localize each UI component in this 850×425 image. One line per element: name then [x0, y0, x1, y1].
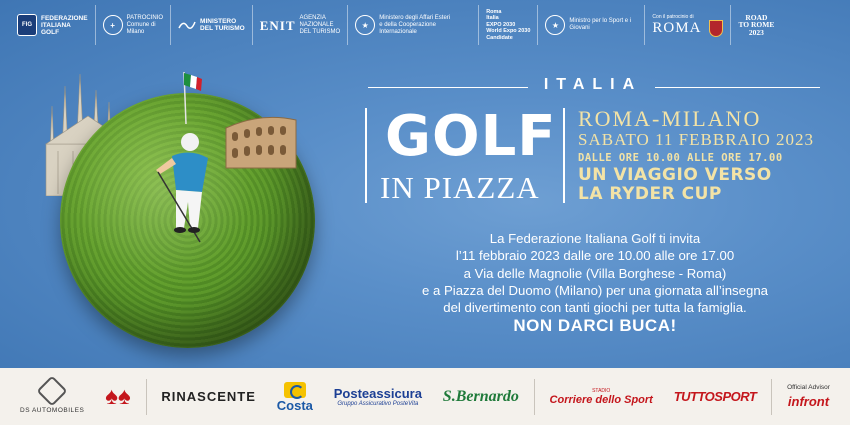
golfer-figure-icon	[150, 130, 220, 250]
logo-turismo-text: MINISTERO DEL TURISMO	[200, 18, 245, 32]
milano-crest-icon: +	[103, 15, 123, 35]
sponsor-poste	[328, 375, 428, 419]
logo-esteri	[348, 5, 479, 45]
costa-wordmark: Costa	[276, 397, 313, 413]
sponsor-kappa	[99, 375, 137, 419]
logo-fig	[10, 5, 96, 45]
sponsor-divider	[771, 379, 772, 415]
tuttosport-wordmark: TUTTOSPORT	[673, 389, 757, 404]
republic-emblem-icon: ★	[355, 15, 375, 35]
call-to-action: NON DARCI BUCA!	[513, 316, 677, 335]
colosseum-icon	[222, 110, 300, 170]
logo-expo	[479, 5, 538, 45]
enit-mark: ENIT	[259, 17, 296, 33]
republic-emblem-icon: ★	[545, 15, 565, 35]
logo-enit-text: AGENZIA NAZIONALE DEL TURISMO	[299, 14, 341, 35]
sponsor-divider	[534, 379, 535, 415]
sponsor-costa	[271, 375, 319, 419]
kicker-italia: ITALIA	[543, 76, 643, 93]
logo-expo-text: Roma Italia EXPO 2030 World Expo 2030 Candidate	[486, 8, 531, 41]
cds-kicker: STADIO	[592, 387, 611, 394]
patrocinio-roma	[652, 14, 723, 37]
patrocinio-label: Con il patrocinio di	[652, 13, 694, 20]
fig-shield-icon: FIG	[17, 14, 37, 36]
partner-logo-strip	[0, 0, 850, 50]
ds-label: DS AUTOMOBILES	[20, 406, 85, 414]
sponsor-rinascente	[155, 375, 262, 419]
poste-subtitle: Gruppo Assicurativo PosteVita	[337, 400, 419, 407]
logo-milano-text: PATROCINIO Comune di Milano	[126, 14, 164, 35]
event-hours: DALLE ORE 10.00 ALLE ORE 17.00	[578, 152, 783, 164]
golf-planet-illustration	[0, 48, 340, 368]
ds-logo-icon	[37, 375, 68, 406]
event-date: SABATO 11 FEBBRAIO 2023	[578, 130, 815, 149]
invitation-text	[360, 230, 830, 316]
kappa-logo-icon: ♠♠	[105, 382, 131, 410]
sbernardo-wordmark: S.Bernardo	[442, 387, 519, 405]
logo-road-to-rome	[731, 5, 781, 45]
wave-icon	[178, 18, 196, 32]
sponsor-ds	[14, 375, 90, 419]
road-to-rome-text: ROAD TO ROME 2023	[738, 12, 775, 37]
logo-fig-text: FEDERAZIONE ITALIANA GOLF	[41, 14, 88, 36]
logo-esteri-text: Ministero degli Affari Esteri e della Cooperazione Internazionale	[379, 14, 451, 35]
sponsor-tuttosport	[668, 375, 763, 419]
italian-flag-icon	[172, 68, 202, 126]
sponsor-corriere	[544, 375, 659, 419]
logo-sport	[538, 5, 645, 45]
sponsor-infront	[781, 375, 836, 419]
cds-wordmark: Corriere dello Sport	[549, 393, 653, 406]
title-golf: GOLF	[385, 104, 557, 169]
rinascente-wordmark: RINASCENTE	[161, 389, 256, 404]
logo-comune-milano	[96, 5, 171, 45]
logo-ministero-turismo	[171, 5, 253, 45]
event-tagline-2: LA RYDER CUP	[578, 184, 722, 204]
kicker-rule-right	[655, 87, 820, 88]
sponsor-strip	[0, 368, 850, 425]
roma-shield-icon	[709, 20, 723, 37]
logo-roma	[645, 5, 731, 45]
poste-wordmark: Posteassicura	[333, 385, 422, 401]
invitation-line: e a Piazza del Duomo (Milano) per una giornata all’insegna	[421, 282, 768, 298]
advisor-label: Official Advisor	[787, 384, 830, 391]
roma-wordmark: ROMA	[652, 19, 702, 36]
costa-logo-icon	[284, 382, 306, 398]
sponsor-sbernardo	[437, 375, 525, 419]
sponsor-divider	[146, 379, 147, 415]
invitation-line: del divertimento con tanti giochi per tutta la famiglia.	[443, 300, 747, 316]
invitation-line: La Federazione Italiana Golf ti invita	[489, 231, 701, 246]
event-details	[578, 108, 828, 204]
event-route: ROMA-MILANO	[578, 106, 762, 131]
event-tagline-1: UN VIAGGIO VERSO	[578, 165, 772, 185]
invitation-line: l’11 febbraio 2023 dalle ore 10.00 alle ore 17.00	[455, 248, 735, 264]
infront-wordmark: infront	[787, 394, 830, 409]
invitation-line: a Via delle Magnolie (Villa Borghese - Roma)	[463, 265, 727, 281]
logo-sport-text: Ministro per lo Sport e i Giovani	[569, 18, 632, 31]
logo-enit	[253, 5, 348, 45]
title-in-piazza: IN PIAZZA	[380, 170, 540, 205]
